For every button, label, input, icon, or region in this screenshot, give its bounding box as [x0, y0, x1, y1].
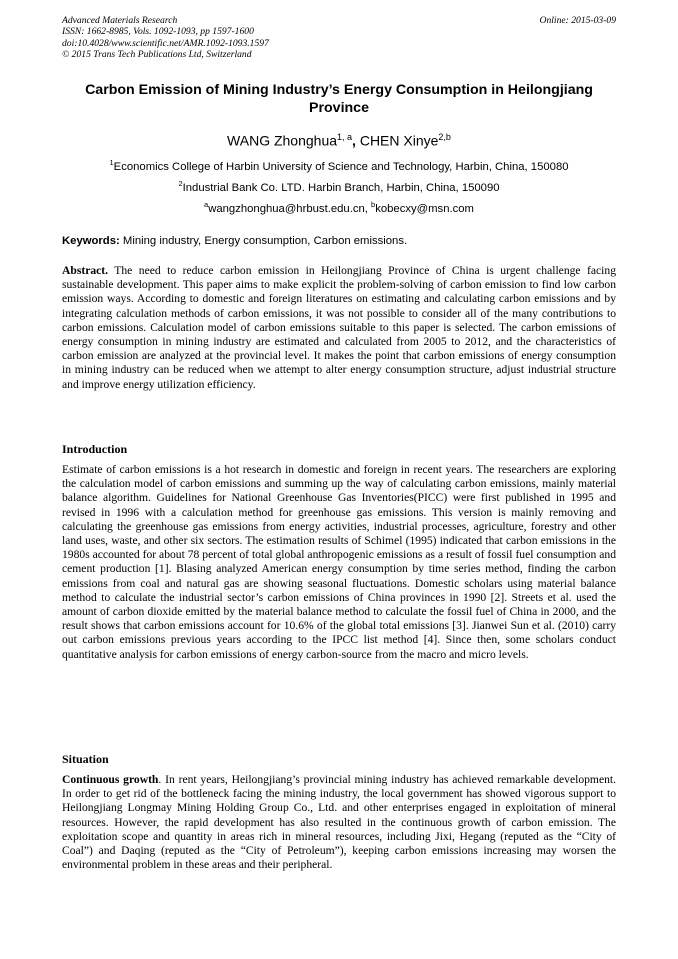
- journal-header: [62, 15, 616, 60]
- abstract-text: The need to reduce carbon emission in Heilongjiang Province of China is urgent challenge facing sustainable development. This paper aims to make explicit the problem-solving of carbon emission to find low carbon emission ways. According to domestic and foreign literatures on estimating and calculating carbon emissions and by integrating calculation methods of carbon emissions, it was not possible to consider all of the many contributions to carbon emissions. Calculation model of carbon emissions suitable to this paper is selected. The carbon emissions of energy consumption in mining industry are estimated and calculated from 2005 to 2012, and the characteristics of carbon emission are analyzed at the provincial level. It makes the point that carbon emissions of energy consumption in mining industry can be reduced when we attempt to alter energy consumption structure, adjust industrial structure and improve energy utilization efficiency.: [62, 264, 616, 391]
- affiliation-2-text: Industrial Bank Co. LTD. Harbin Branch, Harbin, China, 150090: [182, 181, 500, 194]
- affiliation-1-sup: 1: [109, 158, 114, 167]
- email-a-sup: a: [204, 200, 209, 209]
- introduction-paragraph: Estimate of carbon emissions is a hot research in domestic and foreign in recent years. The researchers are exploring the calculation model of carbon emissions and summing up the way of calculating carbon emissions, mainly material balance algorithm. Guidelines for National Greenhouse Gas Inventories(PICC) were first published in 1995 and revised in 1996 with a calculation method for greenhouse gas emissions. This version is mainly removing and calculating the greenhouse gas emissions from energy activities, industrial processes, agriculture, forestry and other land uses, waste, and other six sectors. The estimation results of Schimel (1995) indicated that carbon emissions in the 1980s accounted for about 78 percent of total global anthropogenic emissions as a result of fossil fuel consumption and cement production [1]. Blasing analyzed American energy consumption by time series method, finding the carbon emissions from coal and natural gas are showing seasonal fluctuations. Domestic scholars using material balance method to calculate the industrial sector’s carbon emissions of China provinces in 1990 [2]. Streets et al. used the amount of carbon dioxide emitted by the material balance method to calculate the fossil fuel of China in 2000, and the result shows that carbon emissions account for 10.6% of the global total emissions [3]. Jianwei Sun et al. (2010) carry out carbon emissions previous years according to the IPCC list method [4]. Since then, some scholars conduct quantitative analysis for carbon emissions of energy carbon-source from the macro and micro levels.: [62, 463, 616, 661]
- issn-line: ISSN: 1662-8985, Vols. 1092-1093, pp 1597-1600: [62, 26, 254, 38]
- keywords: [62, 234, 616, 248]
- email-b: kobecxy@msn.com: [375, 202, 474, 215]
- email-a: wangzhonghua@hrbust.edu.cn,: [208, 202, 372, 215]
- affiliation-2-sup: 2: [178, 179, 183, 188]
- affiliation-1: [62, 156, 616, 174]
- keywords-text: Mining industry, Energy consumption, Carbon emissions.: [119, 235, 408, 247]
- author-2: CHEN Xinye: [359, 132, 439, 149]
- author-1-sup: 1, a: [337, 132, 353, 142]
- author-emails: [62, 198, 616, 216]
- keywords-label: Keywords:: [62, 235, 120, 247]
- author-2-sup: 2,b: [438, 132, 451, 142]
- affiliation-1-text: Economics College of Harbin University of Science and Technology, Harbin, China, 150080: [113, 160, 569, 173]
- author-1: WANG Zhonghua: [227, 132, 338, 149]
- introduction-heading: Introduction: [62, 442, 128, 456]
- situation-lead: Continuous growth: [62, 773, 159, 786]
- email-b-sup: b: [371, 200, 376, 209]
- abstract-paragraph: [62, 264, 616, 392]
- copyright-line: © 2015 Trans Tech Publications Ltd, Switzerland: [62, 48, 252, 60]
- affiliation-2: [62, 177, 616, 195]
- abstract-label: Abstract.: [62, 264, 109, 277]
- paper-title: Carbon Emission of Mining Industry’s Energy Consumption in Heilongjiang Province: [85, 82, 593, 116]
- author-line: [62, 128, 616, 150]
- author-separator: ,: [352, 132, 360, 149]
- situation-paragraph: [62, 773, 616, 872]
- situation-heading: Situation: [62, 752, 109, 766]
- doi-line: doi:10.4028/www.scientific.net/AMR.1092-1093.1597: [62, 37, 269, 49]
- journal-name: Advanced Materials Research: [62, 15, 178, 26]
- situation-text: . In rent years, Heilongjiang’s provincial mining industry has achieved remarkable development. In order to get rid of the bottleneck facing the mining industry, the local government has showed vigorous support to Heilongjiang Longmay Mining Holding Group Co., Ltd. and other enterprises engaged in exploitation of mineral resources. However, the rapid development has also resulted in the continuous growth of carbon emission. The exploitation scope and quantity in areas rich in mineral resources, including Jixi, Hegang (reputed as the “City of Coal”) and Daqing (reputed as the “City of Petroleum”), keeping carbon emissions increasing may worsen the environmental problem in these areas and their peripheral.: [62, 773, 617, 872]
- online-date: Online: 2015-03-09: [539, 15, 616, 26]
